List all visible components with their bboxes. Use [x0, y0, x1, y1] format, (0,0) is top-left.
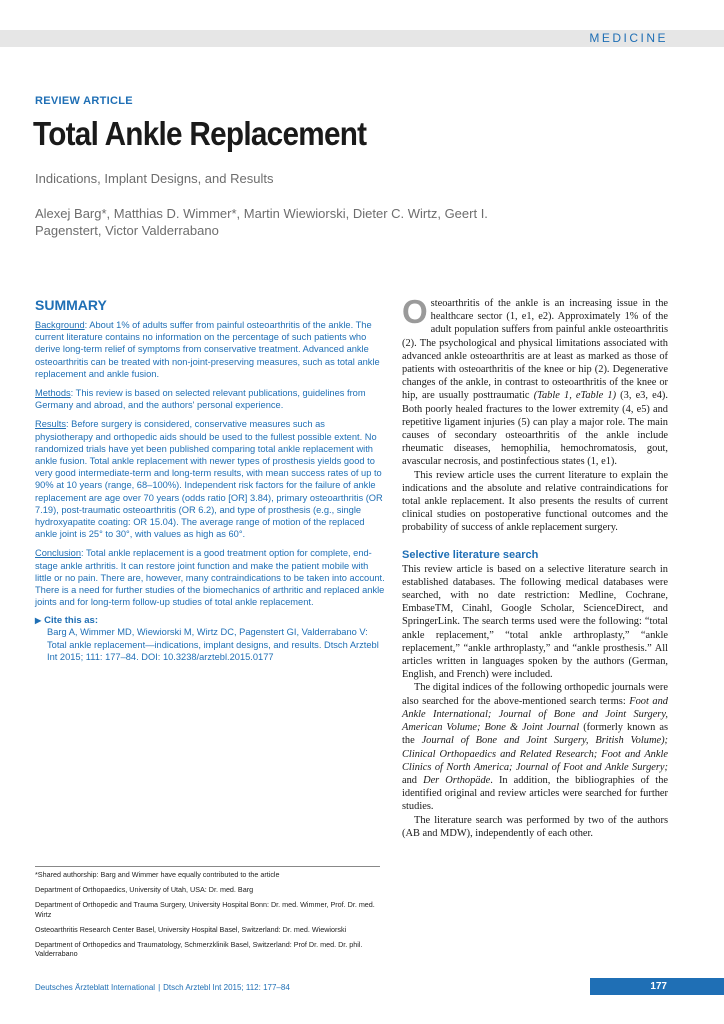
article-type: REVIEW ARTICLE — [35, 95, 133, 107]
conclusion-label: Conclusion — [35, 548, 81, 559]
table-reference: (Table 1, eTable 1) — [533, 390, 617, 402]
background-text: : About 1% of adults suffer from painful osteoarthritis of the ankle. The current literature contains no information on the percentage of such patients who derive long-term relief of symptoms from conservative treatment. Advanced ankle osteoarthritis can be treated with non-joint-preserving measures, such as total ankle replacement and ankle fusion. — [35, 320, 380, 379]
journal-name: Der Orthopäde — [423, 774, 491, 786]
body-paragraph: This review article is based on a selective literature search in established databases. The following medical databases were searched, with no date restriction: Medline, Cochrane, EmbaseTM, Cinahl, Google Scholar, ScienceDirect, and SpringerLink. The search terms used were the following: “total ankle replacement,” “total ankle arthroplasty,” “ankle replacement,” “ankle arthroplasty,” and “ankle prosthesis.” All articles written in languages spoken by the authors (German, English, and French) were included. — [402, 563, 668, 681]
section-label: MEDICINE — [589, 31, 668, 45]
footnote: Department of Orthopedic and Trauma Surgery, University Hospital Bonn: Dr. med. Wimmer, Prof. Dr. med. Wirtz — [35, 900, 375, 919]
conclusion-text: : Total ankle replacement is a good treatment option for complete, end-stage ankle arthritis. It can restore joint function and make the patient mobile with little or no pain. There are, however, many contraindications to be taken into account. There is a need for further studies of the biomechanics of arthritic and replaced ankle joints and for long-term follow-up studies of total ankle replacement. — [35, 548, 385, 608]
methods-text: : This review is based on selected relevant publications, guidelines from Germany and abroad, and the authors' personal experience. — [35, 388, 366, 411]
results-text: : Before surgery is considered, conservative measures such as physiotherapy and orthopedic aids should be used to the fullest possible extent. No randomized trials have yet been published comparing total ankle replacement with ankle fusion. Total ankle replacement with newer types of prosthesis yields good to very good intermediate-term and long-term results, with mean success rates of up to 90% at 10 years (range, 68–100%). Independent risk factors for the failure of ankle replacement are age over 70 years (odds ratio [OR] 3.84), primary osteoarthritis (OR 7.19), post-traumatic osteoarthritis (OR 6.2), and type of prosthesis (e.g., single hydroxyapatite coating: OR 15.04). The average range of motion of the replaced ankle joint is 25° to 30°, with values as high as 60°. — [35, 419, 383, 540]
footer-citation — [35, 983, 290, 992]
journal-name-footer: Deutsches Ärzteblatt International — [35, 983, 156, 992]
triangle-right-icon: ▶ — [35, 616, 42, 626]
cite-heading — [35, 615, 385, 626]
body-column — [402, 293, 669, 840]
background-label: Background — [35, 320, 85, 330]
summary-heading: SUMMARY — [35, 297, 107, 313]
article-subtitle: Indications, Implant Designs, and Results — [35, 171, 274, 186]
drop-cap: O — [402, 293, 428, 330]
body-text: . In addition, the bibliographies of the identified original and review articles were searched for further studies. — [402, 774, 668, 813]
body-paragraph-intro — [402, 293, 668, 469]
affiliation-footnotes — [35, 866, 380, 964]
body-paragraph — [402, 681, 668, 813]
footer-citation-text: Dtsch Arztebl Int 2015; 112: 177–84 — [163, 983, 290, 992]
footnote: Department of Orthopedics and Traumatology, Schmerzklinik Basel, Switzerland: Prof Dr. med. Dr. phil. Valderrabano — [35, 940, 363, 959]
article-title: Total Ankle Replacement — [33, 115, 367, 152]
footer-separator: | — [158, 983, 161, 992]
summary-results — [35, 418, 385, 540]
intro-text: steoarthritis of the ankle is an increasing issue in the healthcare sector (1, e1, e2). Approximately 1% of the adult population suffers from painful ankle osteoarthritis (2). The psychological and physical limitations associated with advanced ankle osteoarthritis are at least as marked as those of patients with osteoarthritis of the knee or hip (2). Degenerative changes of the ankle, in contrast to osteoarthritis of the knee or hip, are usually posttraumatic — [402, 298, 668, 402]
section-heading: Selective literature search — [402, 548, 539, 561]
citation-text: Barg A, Wimmer MD, Wiewiorski M, Wirtz DC, Pagenstert GI, Valderrabano V: Total ankle replacement—indications, implant designs, and results. Dtsch Arztebl Int 2015; 111: 177–84. DOI: 10.3238/arztebl.2015.0177 — [47, 627, 379, 662]
body-text: (formerly known as the — [402, 722, 669, 747]
footnote: Department of Orthopaedics, University of Utah, USA: Dr. med. Barg — [35, 885, 254, 895]
summary-methods — [35, 387, 385, 411]
body-paragraph: The literature search was performed by two of the authors (AB and MDW), independently of each other. — [402, 814, 668, 839]
footnote: *Shared authorship: Barg and Wimmer have equally contributed to the article — [35, 870, 280, 879]
footnote: Osteoarthritis Research Center Basel, University Hospital Basel, Switzerland: Dr. med. Wiewiorski — [35, 924, 347, 934]
intro-text-end: (3, e3, e4). Both poorly healed fractures to the lower extremity (4, e5) and repetitive ligament injuries (5) can play a major role. The main causes of secondary osteoarthritis of the ankle include rheumatic diseases, hemophilia, hemochromatosis, gout, avascular necrosis, and postinfectious states (1, e1). — [402, 390, 668, 468]
results-label: Results — [35, 419, 67, 430]
body-paragraph: This review article uses the current literature to explain the indications and the absolute and relative contraindications for total ankle replacement. It also presents the results of current clinical studies on postoperative functional outcomes and the probability of success of ankle replacement surgery. — [402, 469, 668, 534]
journal-names: Journal of Bone and Joint Surgery, British Volume); Clinical Orthopaedics and Related Research; Foot and Ankle Clinics of North America; Journal of Foot and Ankle Surgery; — [402, 735, 669, 773]
summary-background — [35, 319, 385, 380]
summary-box — [35, 297, 385, 663]
author-list: Alexej Barg*, Matthias D. Wimmer*, Martin Wiewiorski, Dieter C. Wirtz, Geert I. Pagenstert, Victor Valderrabano — [35, 206, 488, 238]
summary-conclusion — [35, 547, 385, 608]
cite-label: Cite this as: — [44, 615, 99, 627]
methods-label: Methods — [35, 388, 71, 399]
body-text: and — [402, 774, 424, 786]
journal-names: Foot and Ankle International; Journal of Bone and Joint Surgery, American Volume; Bone & Joint Journal — [402, 695, 668, 734]
body-text: The digital indices of the following orthopedic journals were also searched for the above-mentioned search terms: — [402, 682, 668, 707]
page-number: 177 — [650, 981, 667, 992]
